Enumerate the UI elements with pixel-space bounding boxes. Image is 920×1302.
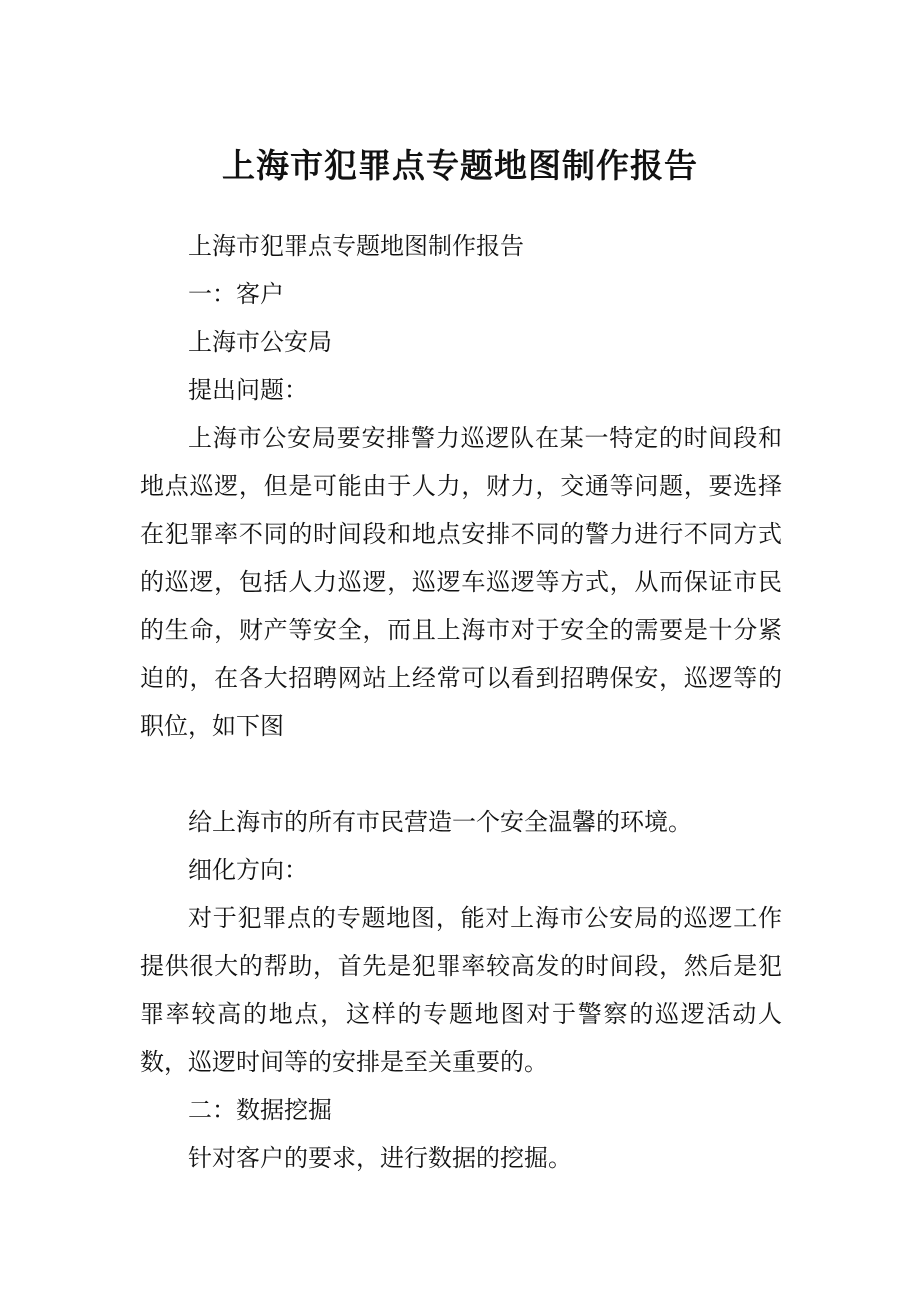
paragraph-section-mining-heading: 二：数据挖掘	[188, 1096, 332, 1124]
document-body	[140, 222, 782, 1182]
document-title: 上海市犯罪点专题地图制作报告	[222, 146, 698, 185]
paragraph-mining-description: 针对客户的要求，进行数据的挖掘。	[188, 1144, 572, 1172]
paragraph-direction-description: 对于犯罪点的专题地图，能对上海市公安局的巡逻工作提供很大的帮助，首先是犯罪率较高发的时间段，然后是犯罪率较高的地点，这样的专题地图对于警察的巡逻活动人数，巡逻时间等的安排是至关重要的。	[140, 904, 782, 1076]
paragraph-goal: 给上海市的所有市民营造一个安全温馨的环境。	[188, 808, 692, 836]
paragraph-problem-heading: 提出问题：	[188, 376, 308, 404]
paragraph-section-client-heading: 一：客户	[188, 280, 284, 308]
paragraph-problem-description: 上海市公安局要安排警力巡逻队在某一特定的时间段和地点巡逻，但是可能由于人力，财力，交通等问题，要选择在犯罪率不同的时间段和地点安排不同的警力进行不同方式的巡逻，包括人力巡逻，巡逻车巡逻等方式，从而保证市民的生命，财产等安全，而且上海市对于安全的需要是十分紧迫的，在各大招聘网站上经常可以看到招聘保安，巡逻等的职位，如下图	[140, 424, 782, 740]
paragraph-direction-heading: 细化方向：	[188, 856, 308, 884]
paragraph-client-name: 上海市公安局	[188, 328, 332, 356]
paragraph-subtitle: 上海市犯罪点专题地图制作报告	[188, 232, 524, 260]
figure-gap	[140, 750, 782, 798]
